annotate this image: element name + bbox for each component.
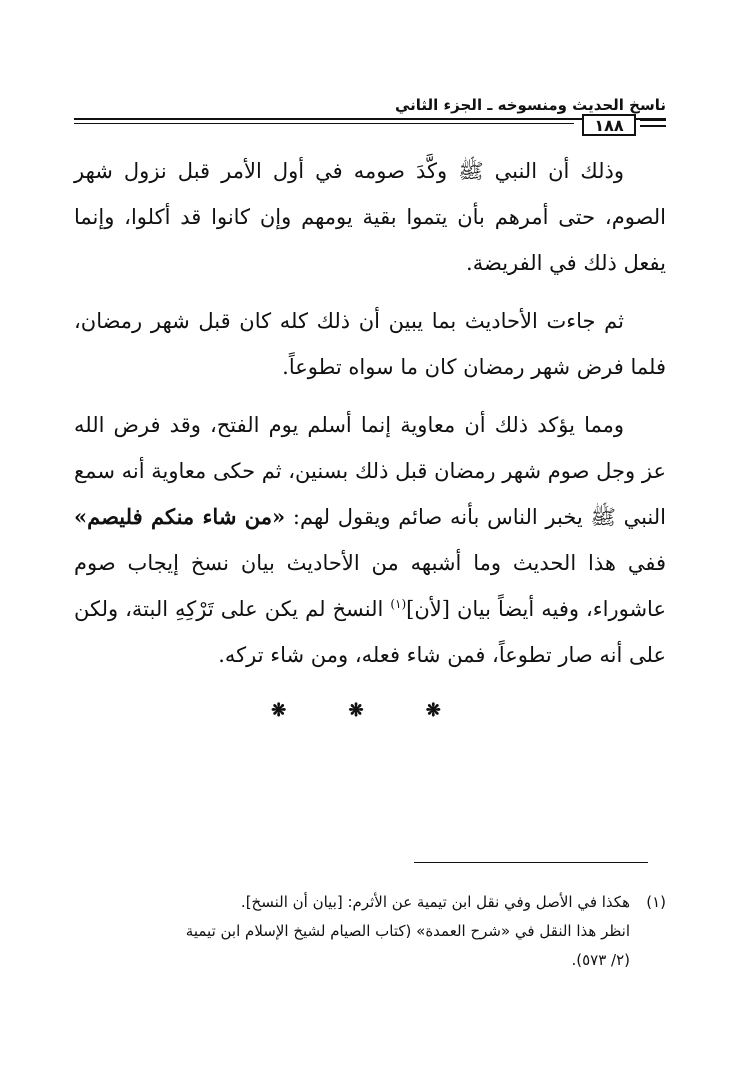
- paragraph-3-text-a: ومما يؤكد ذلك أن معاوية إنما أسلم يوم الفتح، وقد فرض الله عز وجل صوم شهر رمضان قبل ذلك بسنين، ثم حكى معاوية أنه سمع النبي ﷺ يخبر الناس بأنه صائم ويقول لهم:: [74, 413, 666, 529]
- footnote-text-3: (٢/ ٥٧٣).: [571, 951, 630, 969]
- hadith-quote: «من شاء منكم فليصم»: [74, 504, 286, 529]
- footnote-line-2: [74, 917, 666, 946]
- running-title: ناسخ الحديث ومنسوخه ـ الجزء الثاني: [394, 96, 666, 114]
- header-rule: [74, 118, 666, 120]
- footnotes: [74, 888, 666, 975]
- section-separator: ❋ ❋ ❋: [271, 700, 469, 721]
- paragraph-3-text-c: النسخ لم يكن على تَرْكِهِ البتة، ولكن على أنه صار تطوعاً، فمن شاء فعله، ومن شاء تركه.: [74, 597, 666, 667]
- paragraph-2: [74, 298, 666, 390]
- page-number: [582, 114, 636, 136]
- footnote-line-3: [74, 946, 666, 975]
- footnote-rule: [414, 862, 648, 863]
- paragraph-3: [74, 402, 666, 678]
- footnote-text-2: انظر هذا النقل في «شرح العمدة» (كتاب الصيام لشيخ الإسلام ابن تيمية: [185, 922, 630, 940]
- paragraph-1: [74, 148, 666, 286]
- paragraph-2-text: ثم جاءت الأحاديث بما يبين أن ذلك كله كان قبل شهر رمضان، فلما فرض شهر رمضان كان ما سواه تطوعاً.: [74, 309, 666, 379]
- footnote-number: (١): [646, 893, 666, 911]
- page-number-text: ١٨٨: [594, 115, 624, 135]
- paragraph-1-text: وذلك أن النبي ﷺ وكَّدَ صومه في أول الأمر قبل نزول شهر الصوم، حتى أمرهم بأن يتموا بقية يومهم وإن كانوا قد أكلوا، وإنما يفعل ذلك في الفريضة.: [74, 159, 666, 275]
- footnote-line-1: [74, 888, 666, 917]
- page-header: [74, 92, 666, 142]
- main-text: [74, 148, 666, 690]
- header-rule-thin: [74, 123, 574, 124]
- paragraph-3-text-b: ففي هذا الحديث وما أشبهه من الأحاديث بيان نسخ إيجاب صوم عاشوراء، وفيه أيضاً بيان [لأن]: [74, 551, 666, 621]
- page-number-ornament: [640, 119, 666, 127]
- footnote-marker: (١): [390, 597, 407, 611]
- footnote-text-1: هكذا في الأصل وفي نقل ابن تيمية عن الأثرم: [بيان أن النسخ].: [240, 893, 630, 911]
